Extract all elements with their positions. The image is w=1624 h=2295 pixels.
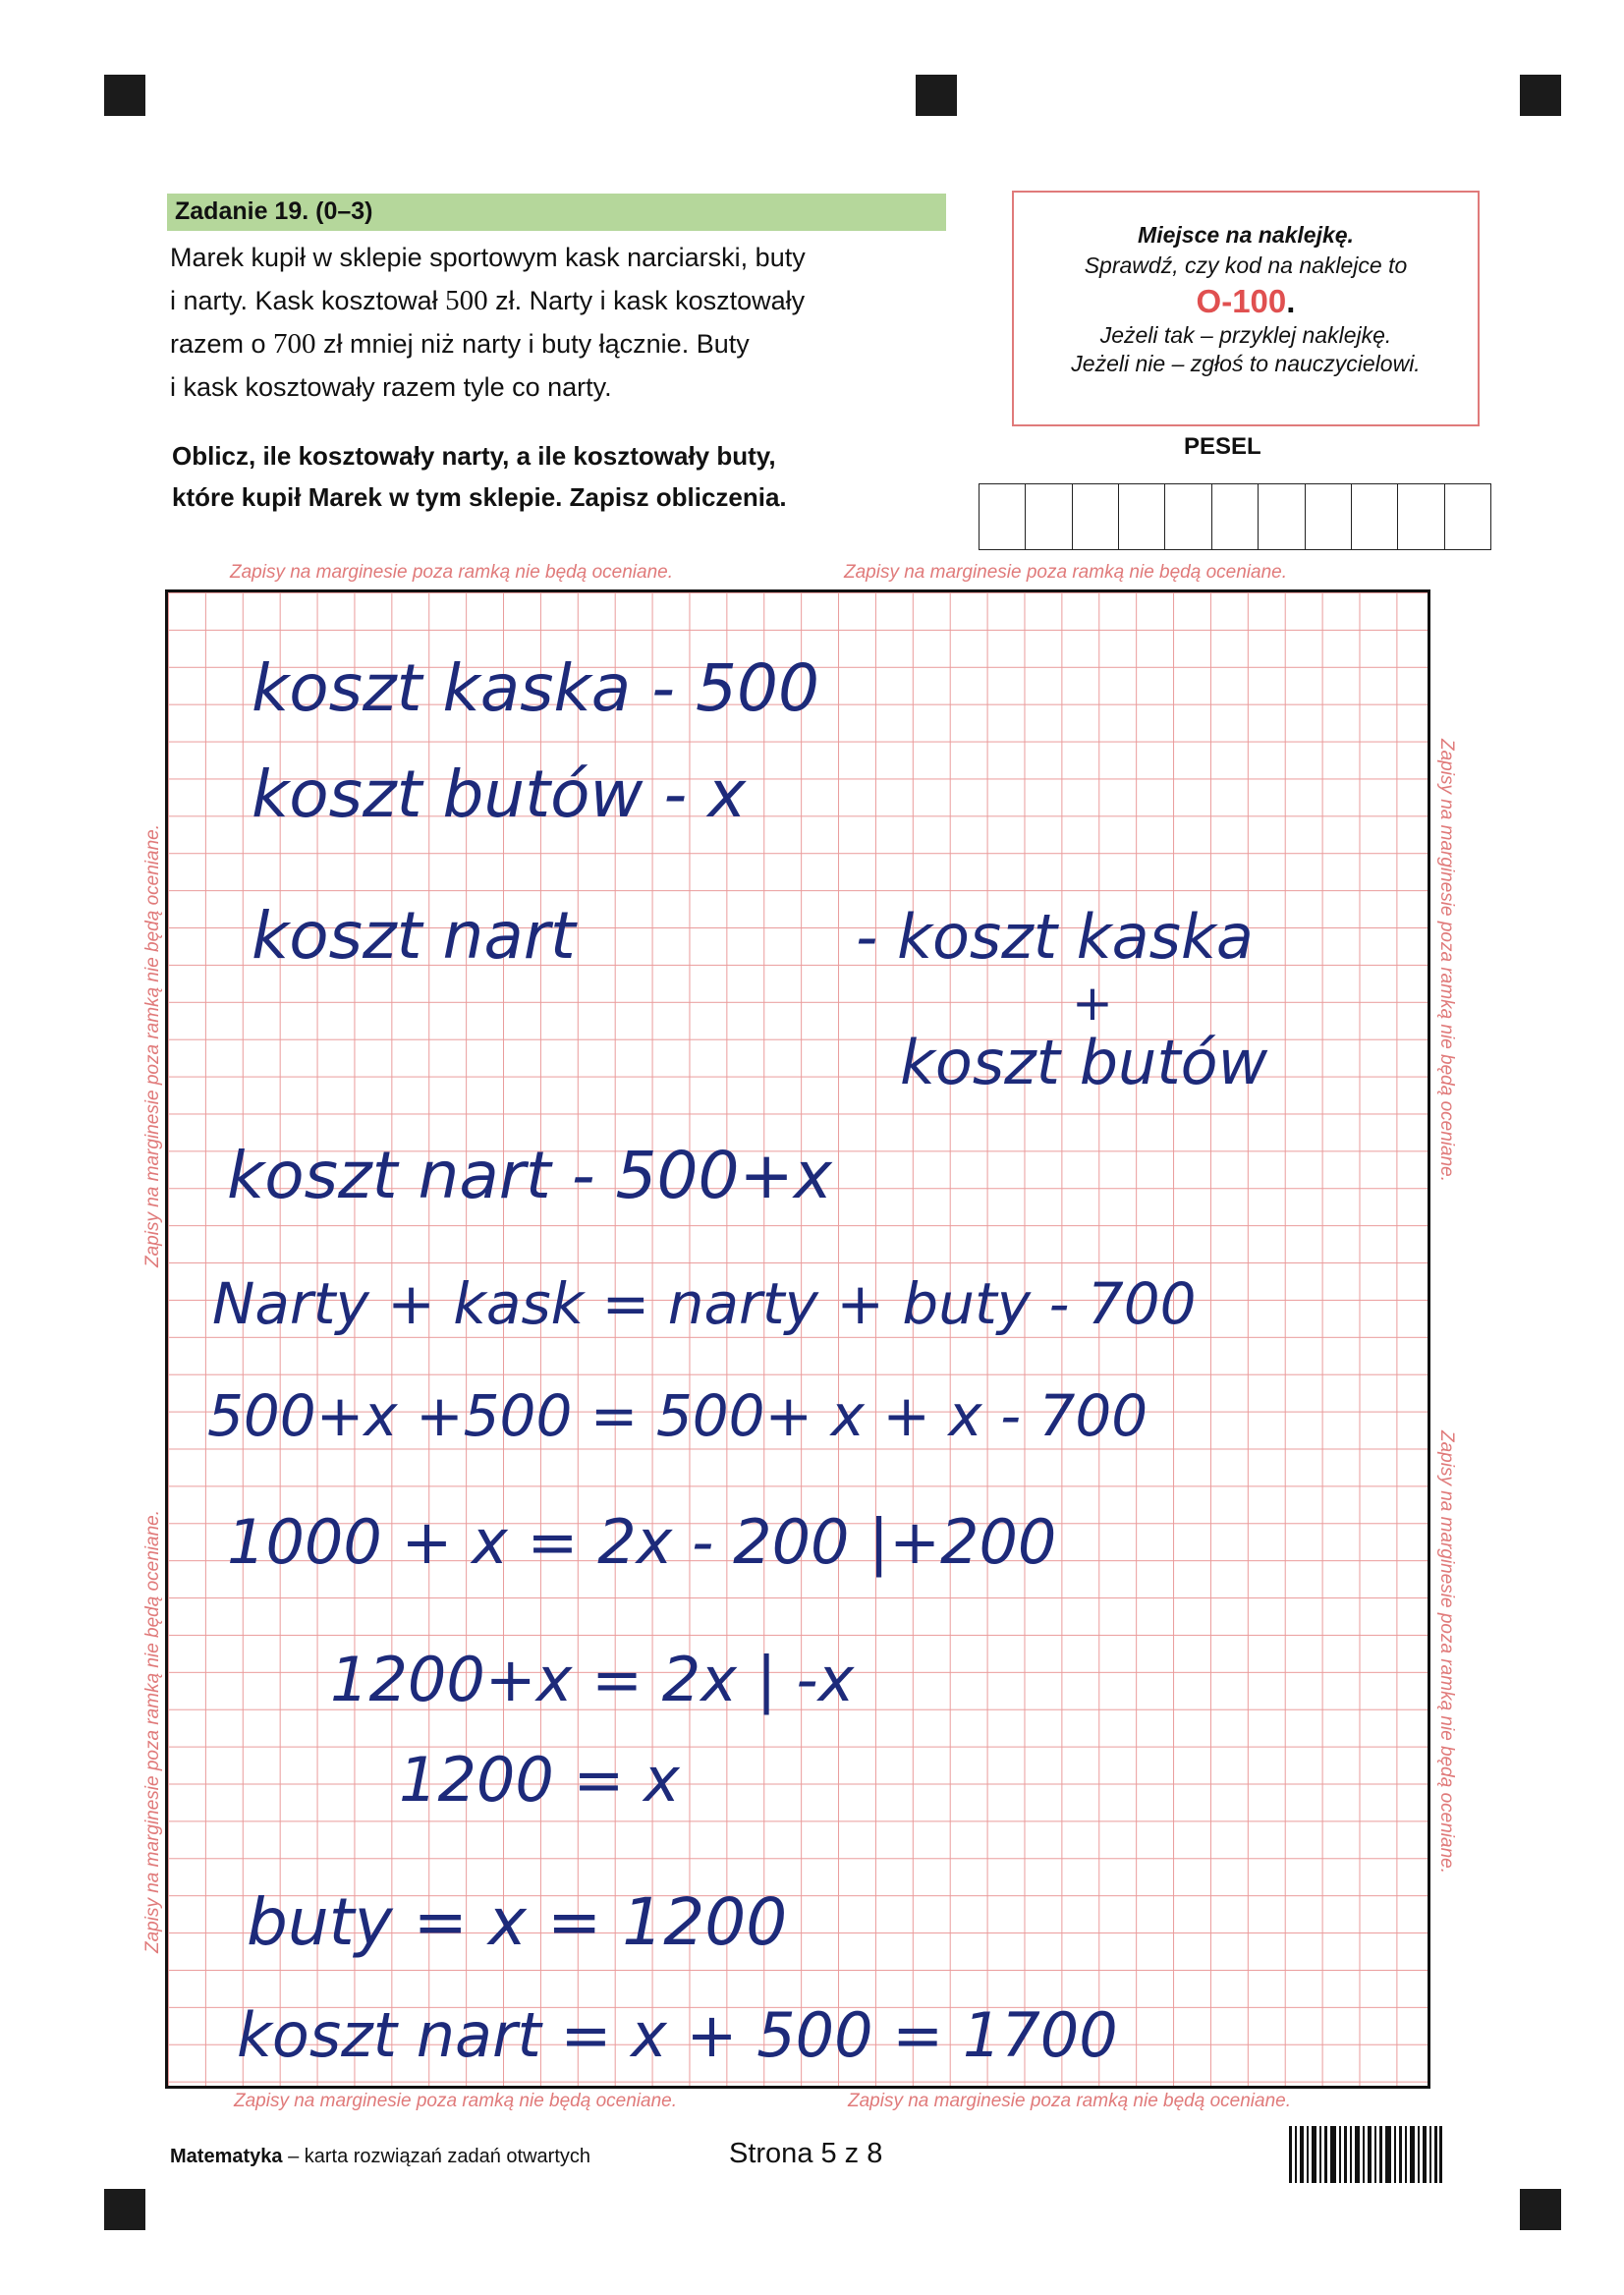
sticker-placeholder xyxy=(1012,191,1480,426)
margin-note-top-left: Zapisy na marginesie poza ramką nie będą oceniane. xyxy=(230,562,673,583)
registration-mark-top-left xyxy=(104,75,145,116)
pesel-digit-box[interactable] xyxy=(1445,484,1490,549)
pesel-digit-box[interactable] xyxy=(1026,484,1072,549)
task-header xyxy=(167,194,946,231)
margin-note-bottom-left: Zapisy na marginesie poza ramką nie będą oceniane. xyxy=(234,2091,677,2111)
handwriting-line: koszt nart - 500+x xyxy=(227,1138,832,1213)
registration-mark-top-right xyxy=(1520,75,1561,116)
pesel-digit-box[interactable] xyxy=(980,484,1026,549)
pesel-digit-box[interactable] xyxy=(1259,484,1305,549)
number-value: 700 xyxy=(273,328,316,360)
sticker-check-text: Sprawdź, czy kod na naklejce to xyxy=(1084,252,1408,278)
margin-note-right-upper: Zapisy na marginesie poza ramką nie będą oceniane. xyxy=(1436,739,1457,1182)
answer-grid-area[interactable] xyxy=(165,589,1430,2089)
pesel-digit-box[interactable] xyxy=(1073,484,1119,549)
margin-note-right-lower: Zapisy na marginesie poza ramką nie będą oceniane. xyxy=(1436,1430,1457,1874)
margin-note-left-upper: Zapisy na marginesie poza ramką nie będą oceniane. xyxy=(142,824,163,1267)
registration-mark-bottom-right xyxy=(1520,2189,1561,2230)
pesel-digit-box[interactable] xyxy=(1352,484,1398,549)
handwriting-line: koszt nart = x + 500 = 1700 xyxy=(237,1999,1118,2071)
handwriting-line: koszt kaska - 500 xyxy=(252,650,819,726)
registration-mark-top-center xyxy=(916,75,957,116)
sticker-no-text: Jeżeli nie – zgłoś to nauczycielowi. xyxy=(1071,351,1421,376)
task-instruction xyxy=(172,435,787,518)
handwriting-line: + xyxy=(1072,975,1113,1032)
handwriting-line: buty = x = 1200 xyxy=(247,1884,788,1960)
task-line: i narty. Kask kosztował 500 zł. Narty i kask kosztowały xyxy=(170,285,806,316)
pesel-input-boxes[interactable] xyxy=(979,483,1491,550)
task-description xyxy=(170,236,946,409)
task-line: razem o 700 zł mniej niż narty i buty łącznie. Buty xyxy=(170,328,750,360)
margin-note-left-lower: Zapisy na marginesie poza ramką nie będą oceniane. xyxy=(142,1510,163,1953)
sticker-title: Miejsce na naklejkę. xyxy=(1138,222,1354,248)
handwriting-line: koszt butów xyxy=(900,1027,1268,1098)
handwriting-line: 1200 = x xyxy=(399,1744,680,1816)
instruction-line: które kupił Marek w tym sklepie. Zapisz obliczenia. xyxy=(172,482,787,512)
task-title: Zadanie 19. (0–3) xyxy=(175,197,373,225)
pesel-label: PESEL xyxy=(1184,433,1261,460)
registration-mark-bottom-left xyxy=(104,2189,145,2230)
handwriting-line: Narty + kask = narty + buty - 700 xyxy=(212,1270,1197,1337)
pesel-digit-box[interactable] xyxy=(1306,484,1352,549)
handwriting-line: koszt butów - x xyxy=(252,756,747,832)
page-number: Strona 5 z 8 xyxy=(729,2138,883,2169)
margin-note-bottom-right: Zapisy na marginesie poza ramką nie będą oceniane. xyxy=(848,2091,1291,2111)
pesel-digit-box[interactable] xyxy=(1119,484,1165,549)
pesel-digit-box[interactable] xyxy=(1212,484,1259,549)
barcode xyxy=(1289,2126,1442,2183)
task-line: Marek kupił w sklepie sportowym kask narciarski, buty xyxy=(170,243,806,272)
instruction-line: Oblicz, ile kosztowały narty, a ile kosztowały buty, xyxy=(172,441,776,471)
handwriting-line: 500+x +500 = 500+ x + x - 700 xyxy=(207,1382,1148,1449)
footer-subject: Matematyka – karta rozwiązań zadań otwartych xyxy=(170,2146,591,2167)
handwriting-line: 1200+x = 2x | -x xyxy=(330,1644,855,1715)
sticker-code: O-100. xyxy=(1196,283,1296,319)
number-value: 500 xyxy=(445,285,488,316)
handwriting-line: 1000 + x = 2x - 200 |+200 xyxy=(227,1506,1057,1578)
margin-note-top-right: Zapisy na marginesie poza ramką nie będą oceniane. xyxy=(844,562,1287,583)
handwritten-solution xyxy=(168,592,1433,2092)
pesel-digit-box[interactable] xyxy=(1165,484,1211,549)
handwriting-line: - koszt kaska xyxy=(856,901,1254,973)
task-line: i kask kosztowały razem tyle co narty. xyxy=(170,372,612,402)
handwriting-line: koszt nart xyxy=(252,898,576,974)
pesel-digit-box[interactable] xyxy=(1398,484,1444,549)
sticker-yes-text: Jeżeli tak – przyklej naklejkę. xyxy=(1099,322,1392,348)
